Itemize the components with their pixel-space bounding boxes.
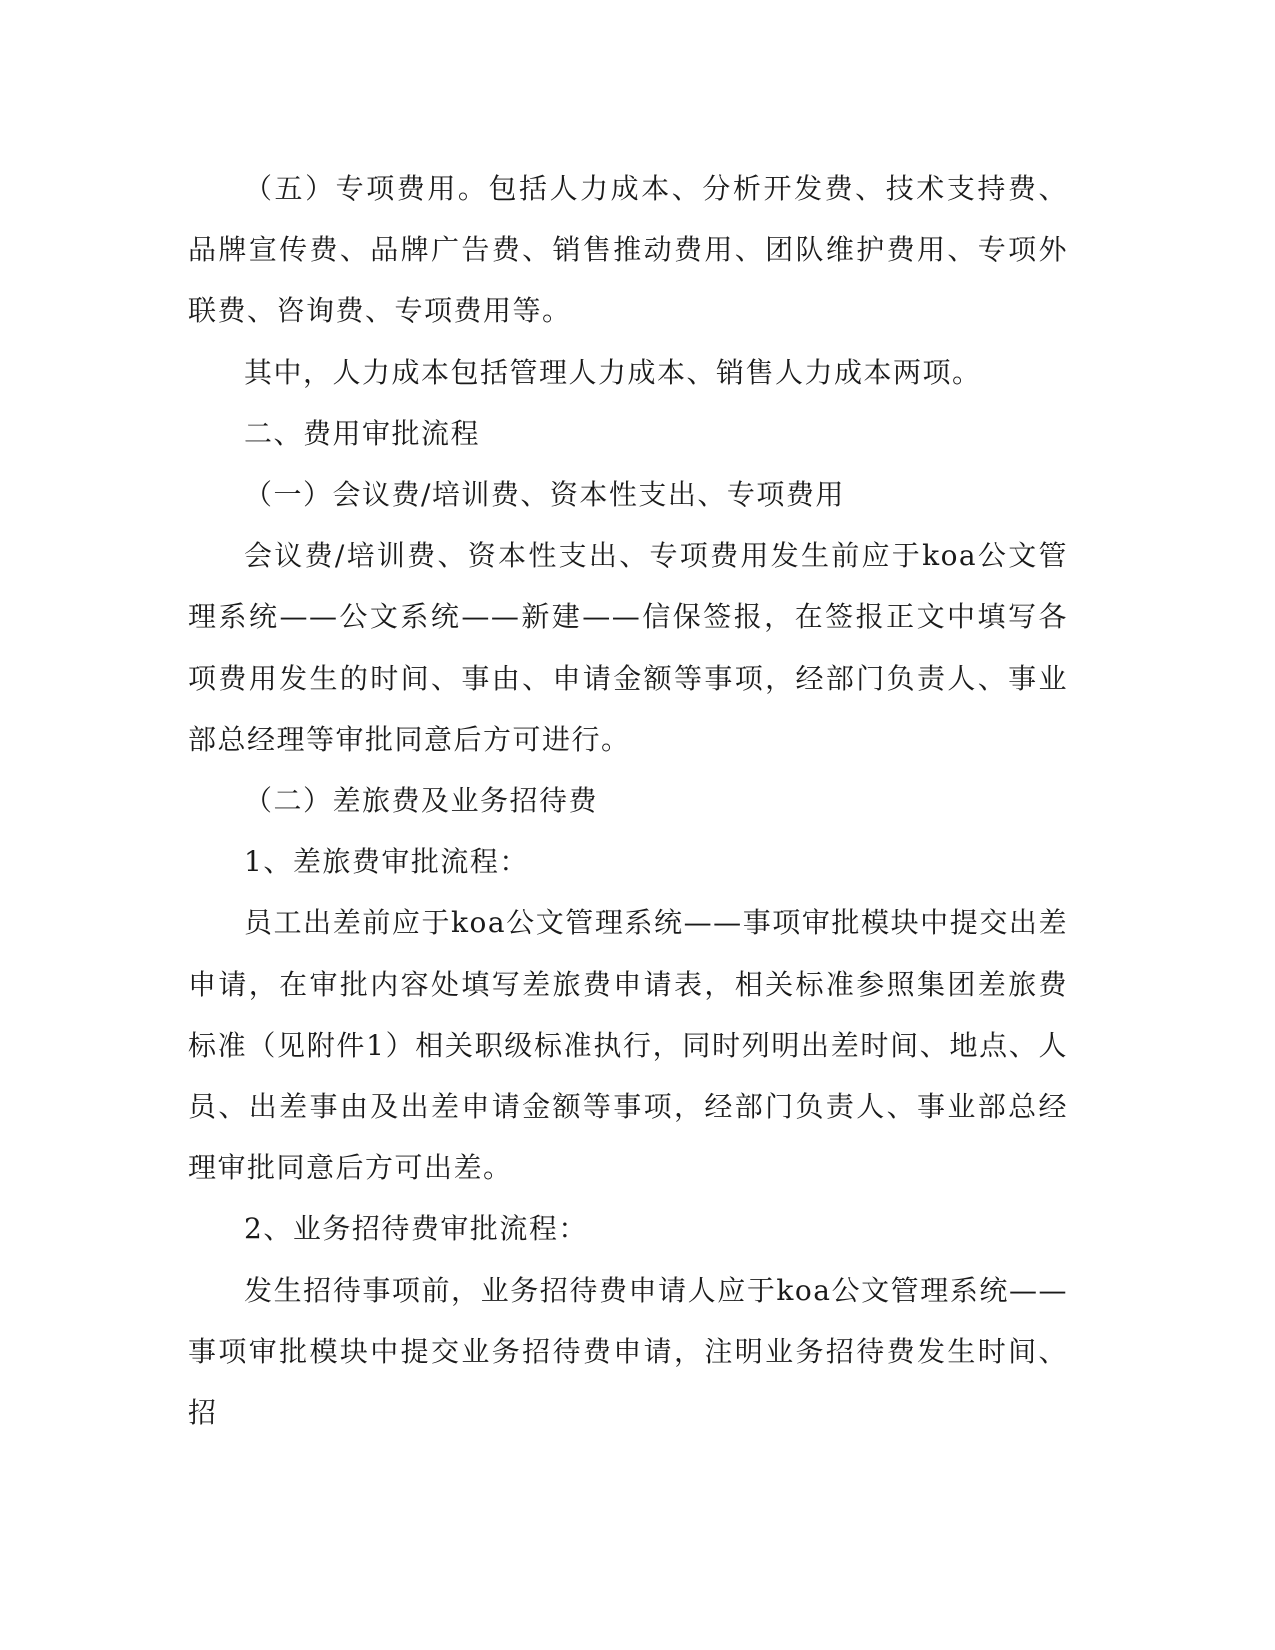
- paragraph-labor-cost: 其中，人力成本包括管理人力成本、销售人力成本两项。: [244, 355, 982, 389]
- paragraph-travel-process: 员工出差前应于koa公文管理系统——事项审批模块中提交出差申请，在审批内容处填写差旅费申请表，相关标准参照集团差旅费标准（见附件1）相关职级标准执行，同时列明出差时间、地点、人员、出差事由及出差申请金额等事项，经部门负责人、事业部总经理审批同意后方可出差。: [188, 906, 1068, 1185]
- paragraph-entertainment-process: 发生招待事项前，业务招待费申请人应于koa公文管理系统——事项审批模块中提交业务招待费申请，注明业务招待费发生时间、招: [188, 1273, 1068, 1430]
- section-heading-approval-process: 二、费用审批流程: [244, 416, 481, 450]
- item-heading-travel-approval: 1、差旅费审批流程：: [244, 845, 529, 879]
- subheading-meeting-training: （一）会议费/培训费、资本性支出、专项费用: [244, 478, 845, 512]
- subheading-travel-entertainment: （二）差旅费及业务招待费: [244, 784, 599, 818]
- paragraph-meeting-training-process: 会议费/培训费、资本性支出、专项费用发生前应于koa公文管理系统——公文系统——新建——信保签报，在签报正文中填写各项费用发生的时间、事由、申请金额等事项，经部门负责人、事业部总经理等审批同意后方可进行。: [188, 539, 1068, 756]
- item-heading-entertainment-approval: 2、业务招待费审批流程：: [244, 1212, 588, 1246]
- paragraph-special-expenses: （五）专项费用。包括人力成本、分析开发费、技术支持费、品牌宣传费、品牌广告费、销售推动费用、团队维护费用、专项外联费、咨询费、专项费用等。: [188, 172, 1068, 328]
- document-body: [188, 158, 1068, 1443]
